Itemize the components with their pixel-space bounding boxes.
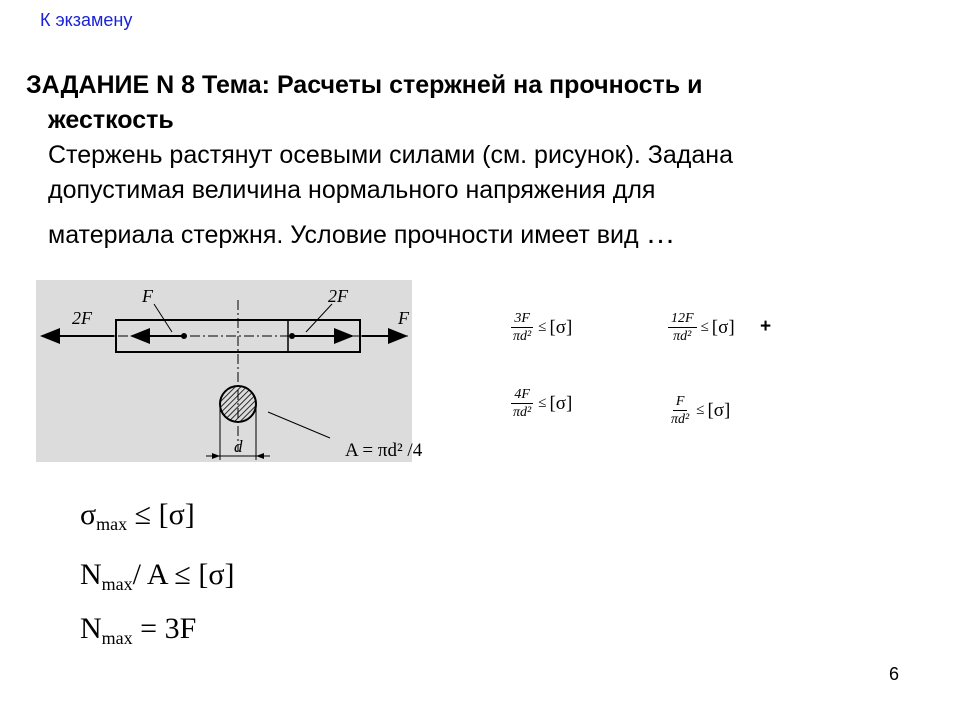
answer-option-1[interactable] [510,310,572,345]
option-1-numerator: 3F [511,310,533,328]
solution-line-1 [80,498,195,535]
option-4-relation: ≤ [696,402,705,418]
option-4-denominator: πd² [671,412,690,427]
solution-line-3 [80,612,196,649]
solution-line-3-lhs: N [80,612,102,645]
area-formula: A = πd² /4 [345,440,423,461]
option-1-bound: [σ] [549,316,573,338]
inner-right-force-label: 2F [328,286,348,306]
option-4-bound: [σ] [707,399,731,421]
solution-line-3-sub: max [101,628,133,648]
solution-line-2 [80,558,234,595]
option-4-numerator: F [673,393,688,411]
option-2-denominator: πd² [673,329,692,344]
task-body-line-2: допустимая величина нормального напряжения для [48,176,656,204]
solution-line-1-rest: ≤ [σ] [127,498,195,531]
task-body-line-3-text: материала стержня. Условие прочности имеет вид [48,221,646,249]
option-2-relation: ≤ [700,319,709,335]
solution-line-1-lhs: σ [80,498,97,531]
option-3-numerator: 4F [511,386,533,404]
solution-line-2-lhs: N [80,558,102,591]
back-to-exam-link[interactable]: К экзамену [40,10,133,30]
answer-option-2[interactable] [668,310,735,345]
task-title-continued: жесткость [48,106,174,134]
option-2-bound: [σ] [711,316,735,338]
option-1-relation: ≤ [538,319,547,335]
solution-line-2-rest: / A ≤ [σ] [132,558,235,591]
option-3-denominator: πd² [513,405,532,420]
task-body-line-1: Стержень растянут осевыми силами (см. рисунок). Задана [48,141,733,169]
inner-left-force-label: F [142,286,153,306]
option-1-denominator: πd² [513,329,532,344]
task-ellipsis: … [645,217,676,250]
answer-option-3[interactable] [510,386,572,421]
page-number: 6 [889,664,900,684]
right-force-label: F [398,308,409,328]
left-force-label: 2F [72,308,92,328]
solution-line-2-sub: max [101,574,133,594]
option-2-numerator: 12F [668,310,697,328]
correct-answer-mark: + [760,316,772,337]
task-text [26,68,926,253]
option-3-bound: [σ] [549,392,573,414]
option-3-relation: ≤ [538,395,547,411]
solution-line-3-rest: = 3F [132,612,197,645]
answer-option-4[interactable] [668,393,730,428]
solution-line-1-sub: max [96,514,128,534]
rod-figure [36,280,412,462]
task-title: ЗАДАНИЕ N 8 Тема: Расчеты стержней на прочность и [26,71,703,99]
rod-diagram [36,280,412,462]
diameter-label: d [234,437,243,456]
cross-section [220,386,256,422]
task-body-line-3 [26,216,926,253]
